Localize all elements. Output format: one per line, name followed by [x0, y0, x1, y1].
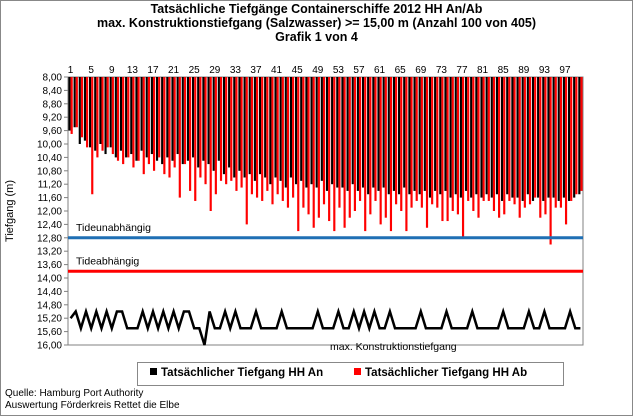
- bar-an: [89, 77, 91, 147]
- bar-ab: [354, 77, 356, 211]
- bar-an: [470, 77, 472, 198]
- bar-an: [429, 77, 431, 198]
- bar-an: [238, 77, 240, 171]
- bar-ab: [261, 77, 263, 201]
- bar-an: [110, 77, 112, 147]
- bar-ab: [333, 77, 335, 231]
- bar-an: [161, 77, 163, 164]
- x-tick-label: 49: [312, 65, 324, 76]
- bar-ab: [292, 77, 294, 198]
- bar-ab: [534, 77, 536, 198]
- bar-ab: [452, 77, 454, 211]
- bar-ab: [359, 77, 361, 201]
- source-line: Quelle: Hamburg Port Authority: [5, 388, 144, 399]
- legend-label-an: Tatsächlicher Tiefgang HH An: [161, 367, 324, 379]
- bar-an: [264, 77, 266, 178]
- bar-an: [465, 77, 467, 191]
- bar-ab: [328, 77, 330, 221]
- bar-an: [532, 77, 534, 201]
- bar-ab: [148, 77, 150, 164]
- bar-ab: [204, 77, 206, 184]
- bar-ab: [313, 77, 315, 228]
- y-tick-label: 14,00: [36, 273, 62, 285]
- bar-ab: [297, 77, 299, 231]
- bar-an: [166, 77, 168, 157]
- x-tick-label: 53: [332, 65, 344, 76]
- bar-ab: [323, 77, 325, 204]
- bar-ab: [457, 77, 459, 214]
- y-tick-label: 8,00: [42, 72, 62, 84]
- bar-an: [274, 77, 276, 178]
- bar-an: [187, 77, 189, 161]
- bar-ab: [565, 77, 567, 224]
- bar-an: [573, 77, 575, 198]
- bar-an: [233, 77, 235, 178]
- bar-an: [177, 77, 179, 154]
- bar-an: [120, 77, 122, 151]
- bar-an: [362, 77, 364, 188]
- x-tick-label: 37: [250, 65, 262, 76]
- bar-an: [151, 77, 153, 154]
- bar-an: [388, 77, 390, 194]
- bar-ab: [421, 77, 423, 208]
- bar-ab: [101, 77, 103, 151]
- x-tick-label: 13: [126, 65, 138, 76]
- bar-ab: [344, 77, 346, 228]
- bar-an: [506, 77, 508, 194]
- bar-an: [192, 77, 194, 157]
- x-tick-label: 9: [108, 65, 115, 76]
- bar-ab: [194, 77, 196, 201]
- y-tick-label: 15,20: [36, 313, 62, 325]
- bar-ab: [405, 77, 407, 231]
- x-tick-label: 89: [518, 65, 530, 76]
- bar-an: [480, 77, 482, 198]
- bar-ab: [503, 77, 505, 214]
- bar-ab: [374, 77, 376, 201]
- x-tick-label: 93: [538, 65, 550, 76]
- bar-ab: [426, 77, 428, 228]
- bar-an: [341, 77, 343, 188]
- bar-ab: [230, 77, 232, 181]
- bar-an: [94, 77, 96, 151]
- bar-an: [115, 77, 117, 157]
- bar-ab: [385, 77, 387, 218]
- bar-ab: [271, 77, 273, 204]
- bar-an: [336, 77, 338, 188]
- bar-an: [228, 77, 230, 167]
- bar-an: [156, 77, 158, 161]
- bar-ab: [143, 77, 145, 174]
- bar-ab: [483, 77, 485, 201]
- bar-an: [135, 77, 137, 161]
- bar-an: [68, 77, 70, 131]
- bar-ab: [158, 77, 160, 157]
- y-tick-label: 8,80: [42, 99, 62, 111]
- legend-label-ab: Tatsächlicher Tiefgang HH Ab: [365, 367, 528, 379]
- bar-ab: [86, 77, 88, 147]
- bar-ab: [575, 77, 577, 194]
- bar-ab: [153, 77, 155, 171]
- bar-an: [558, 77, 560, 201]
- bar-ab: [338, 77, 340, 208]
- bar-ab: [174, 77, 176, 167]
- bar-an: [321, 77, 323, 181]
- bar-ab: [498, 77, 500, 218]
- y-tick-label: 13,60: [36, 260, 62, 272]
- bar-an: [357, 77, 359, 191]
- bar-ab: [215, 77, 217, 194]
- bar-ab: [168, 77, 170, 178]
- bar-an: [450, 77, 452, 198]
- chart-title: Tatsächliche Tiefgänge Containerschiffe 2012 HH An/Ab: [150, 2, 483, 16]
- bar-ab: [390, 77, 392, 231]
- y-tick-label: 9,20: [42, 112, 62, 124]
- y-tick-label: 12,80: [36, 233, 62, 245]
- bar-an: [254, 77, 256, 181]
- bar-ab: [318, 77, 320, 218]
- bar-an: [146, 77, 148, 157]
- plot-area: [68, 77, 583, 345]
- bar-ab: [189, 77, 191, 191]
- x-tick-label: 61: [374, 65, 386, 76]
- bar-ab: [349, 77, 351, 218]
- bar-ab: [550, 77, 552, 245]
- bar-an: [300, 77, 302, 181]
- bar-an: [547, 77, 549, 198]
- x-tick-label: 21: [168, 65, 180, 76]
- bar-an: [84, 77, 86, 141]
- bar-an: [104, 77, 106, 154]
- legend-swatch-an: [150, 368, 157, 375]
- bar-ab: [127, 77, 129, 157]
- bar-an: [434, 77, 436, 191]
- bar-an: [141, 77, 143, 151]
- bar-an: [244, 77, 246, 178]
- bar-ab: [251, 77, 253, 194]
- x-tick-label: 73: [435, 65, 447, 76]
- bar-an: [269, 77, 271, 184]
- x-tick-label: 1: [67, 65, 74, 76]
- reference-label: Tideabhängig: [76, 255, 140, 268]
- bar-ab: [122, 77, 124, 164]
- bar-an: [259, 77, 261, 174]
- y-tick-label: 10,80: [36, 166, 62, 178]
- bar-ab: [117, 77, 119, 161]
- bar-ab: [462, 77, 464, 238]
- bar-an: [537, 77, 539, 198]
- bar-an: [383, 77, 385, 188]
- bar-ab: [441, 77, 443, 221]
- bar-ab: [410, 77, 412, 208]
- bar-an: [398, 77, 400, 194]
- bar-an: [316, 77, 318, 188]
- legend-item-an: [150, 367, 323, 379]
- bar-ab: [96, 77, 98, 157]
- legend: [137, 362, 564, 386]
- bar-ab: [570, 77, 572, 201]
- x-tick-label: 57: [353, 65, 365, 76]
- bar-an: [182, 77, 184, 164]
- x-tick-label: 69: [415, 65, 427, 76]
- bar-an: [310, 77, 312, 184]
- bar-an: [74, 77, 76, 127]
- bar-ab: [580, 77, 582, 191]
- bar-an: [403, 77, 405, 188]
- bar-ab: [91, 77, 93, 194]
- bar-an: [347, 77, 349, 191]
- analysis-line: Auswertung Förderkreis Rettet die Elbe: [5, 400, 180, 411]
- bar-an: [553, 77, 555, 198]
- bar-ab: [107, 77, 109, 147]
- bar-ab: [307, 77, 309, 214]
- bar-an: [444, 77, 446, 191]
- bar-ab: [184, 77, 186, 164]
- y-axis-label: Tiefgang (m): [4, 180, 16, 242]
- bar-ab: [467, 77, 469, 201]
- bar-an: [305, 77, 307, 188]
- konstruktion-label: max. Konstruktionstiefgang: [330, 341, 457, 353]
- bar-ab: [138, 77, 140, 161]
- bar-an: [491, 77, 493, 198]
- y-tick-label: 10,40: [36, 152, 62, 164]
- bar-an: [207, 77, 209, 164]
- bar-ab: [71, 77, 73, 134]
- bar-an: [563, 77, 565, 198]
- bar-ab: [416, 77, 418, 201]
- y-tick-label: 8,40: [42, 85, 62, 97]
- y-tick-label: 10,00: [36, 139, 62, 151]
- x-tick-label: 41: [271, 65, 283, 76]
- y-tick-label: 15,60: [36, 327, 62, 339]
- bar-an: [516, 77, 518, 198]
- y-tick-label: 11,60: [37, 193, 62, 205]
- bar-an: [475, 77, 477, 194]
- bar-an: [542, 77, 544, 201]
- bar-ab: [524, 77, 526, 208]
- bar-an: [578, 77, 580, 194]
- bar-an: [455, 77, 457, 194]
- chart-subtitle-2: Grafik 1 von 4: [275, 30, 358, 44]
- bar-an: [377, 77, 379, 191]
- bar-ab: [302, 77, 304, 208]
- bar-an: [290, 77, 292, 178]
- bar-an: [439, 77, 441, 194]
- bar-ab: [282, 77, 284, 201]
- bar-an: [130, 77, 132, 154]
- bar-ab: [163, 77, 165, 174]
- bar-ab: [76, 77, 78, 127]
- bar-an: [419, 77, 421, 194]
- bar-ab: [395, 77, 397, 204]
- konstruktion-line: [71, 312, 581, 346]
- bar-an: [249, 77, 251, 174]
- bar-ab: [544, 77, 546, 214]
- bar-ab: [539, 77, 541, 218]
- x-tick-label: 77: [456, 65, 468, 76]
- bar-an: [367, 77, 369, 194]
- bar-an: [486, 77, 488, 194]
- x-tick-label: 5: [88, 65, 94, 76]
- bar-an: [511, 77, 513, 198]
- bar-ab: [199, 77, 201, 178]
- bar-ab: [220, 77, 222, 181]
- bar-ab: [472, 77, 474, 211]
- bar-ab: [81, 77, 83, 137]
- bar-an: [213, 77, 215, 171]
- reference-label: Tideunabhängig: [76, 221, 151, 234]
- bar-ab: [369, 77, 371, 214]
- bar-ab: [277, 77, 279, 194]
- bar-an: [372, 77, 374, 188]
- y-tick-label: 12,40: [36, 219, 62, 231]
- bar-ab: [431, 77, 433, 204]
- bar-an: [223, 77, 225, 174]
- x-tick-label: 81: [477, 65, 489, 76]
- bar-ab: [210, 77, 212, 211]
- bar-ab: [447, 77, 449, 221]
- bar-an: [413, 77, 415, 191]
- bar-an: [522, 77, 524, 201]
- bar-ab: [112, 77, 114, 154]
- bar-an: [352, 77, 354, 184]
- bar-an: [326, 77, 328, 191]
- bar-an: [171, 77, 173, 161]
- chart-subtitle: max. Konstruktionstiefgang (Salzwasser) >= 15,00 m (Anzahl 100 von 405): [96, 16, 537, 30]
- legend-item-ab: [354, 367, 527, 379]
- bar-ab: [132, 77, 134, 167]
- y-tick-label: 12,00: [36, 206, 62, 218]
- bar-an: [424, 77, 426, 191]
- x-tick-label: 85: [497, 65, 509, 76]
- bar-an: [79, 77, 81, 144]
- x-tick-label: 33: [229, 65, 241, 76]
- y-tick-label: 14,80: [36, 300, 62, 312]
- legend-swatch-ab: [354, 368, 361, 375]
- y-tick-label: 11,20: [37, 179, 62, 191]
- bar-an: [295, 77, 297, 184]
- bar-an: [393, 77, 395, 191]
- y-tick-label: 14,40: [36, 286, 62, 298]
- bar-an: [501, 77, 503, 201]
- bar-ab: [225, 77, 227, 184]
- bar-ab: [477, 77, 479, 218]
- bar-ab: [266, 77, 268, 191]
- x-tick-label: 65: [394, 65, 406, 76]
- bar-ab: [529, 77, 531, 204]
- y-tick-label: 16,00: [36, 340, 62, 352]
- bar-ab: [436, 77, 438, 208]
- bar-ab: [400, 77, 402, 211]
- bar-ab: [560, 77, 562, 208]
- bar-ab: [508, 77, 510, 201]
- bar-ab: [287, 77, 289, 208]
- bar-an: [99, 77, 101, 144]
- x-tick-label: 25: [188, 65, 200, 76]
- bar-ab: [380, 77, 382, 224]
- bar-ab: [241, 77, 243, 188]
- bar-an: [527, 77, 529, 194]
- bar-an: [285, 77, 287, 188]
- bar-an: [496, 77, 498, 194]
- bar-ab: [493, 77, 495, 211]
- bar-ab: [235, 77, 237, 191]
- bar-an: [408, 77, 410, 194]
- x-tick-label: 45: [291, 65, 303, 76]
- bar-ab: [519, 77, 521, 218]
- bar-ab: [179, 77, 181, 198]
- x-tick-label: 97: [559, 65, 571, 76]
- bar-ab: [246, 77, 248, 224]
- bar-an: [280, 77, 282, 181]
- bar-an: [331, 77, 333, 184]
- bar-ab: [513, 77, 515, 204]
- y-tick-label: 9,60: [42, 126, 62, 138]
- bar-an: [197, 77, 199, 167]
- bar-an: [125, 77, 127, 157]
- bar-ab: [256, 77, 258, 198]
- bar-an: [460, 77, 462, 198]
- bar-ab: [364, 77, 366, 231]
- bar-an: [568, 77, 570, 201]
- bar-ab: [555, 77, 557, 208]
- y-tick-label: 13,20: [36, 246, 62, 258]
- bar-ab: [488, 77, 490, 201]
- x-tick-label: 17: [147, 65, 159, 76]
- bar-an: [202, 77, 204, 161]
- x-tick-label: 29: [209, 65, 221, 76]
- bar-an: [218, 77, 220, 161]
